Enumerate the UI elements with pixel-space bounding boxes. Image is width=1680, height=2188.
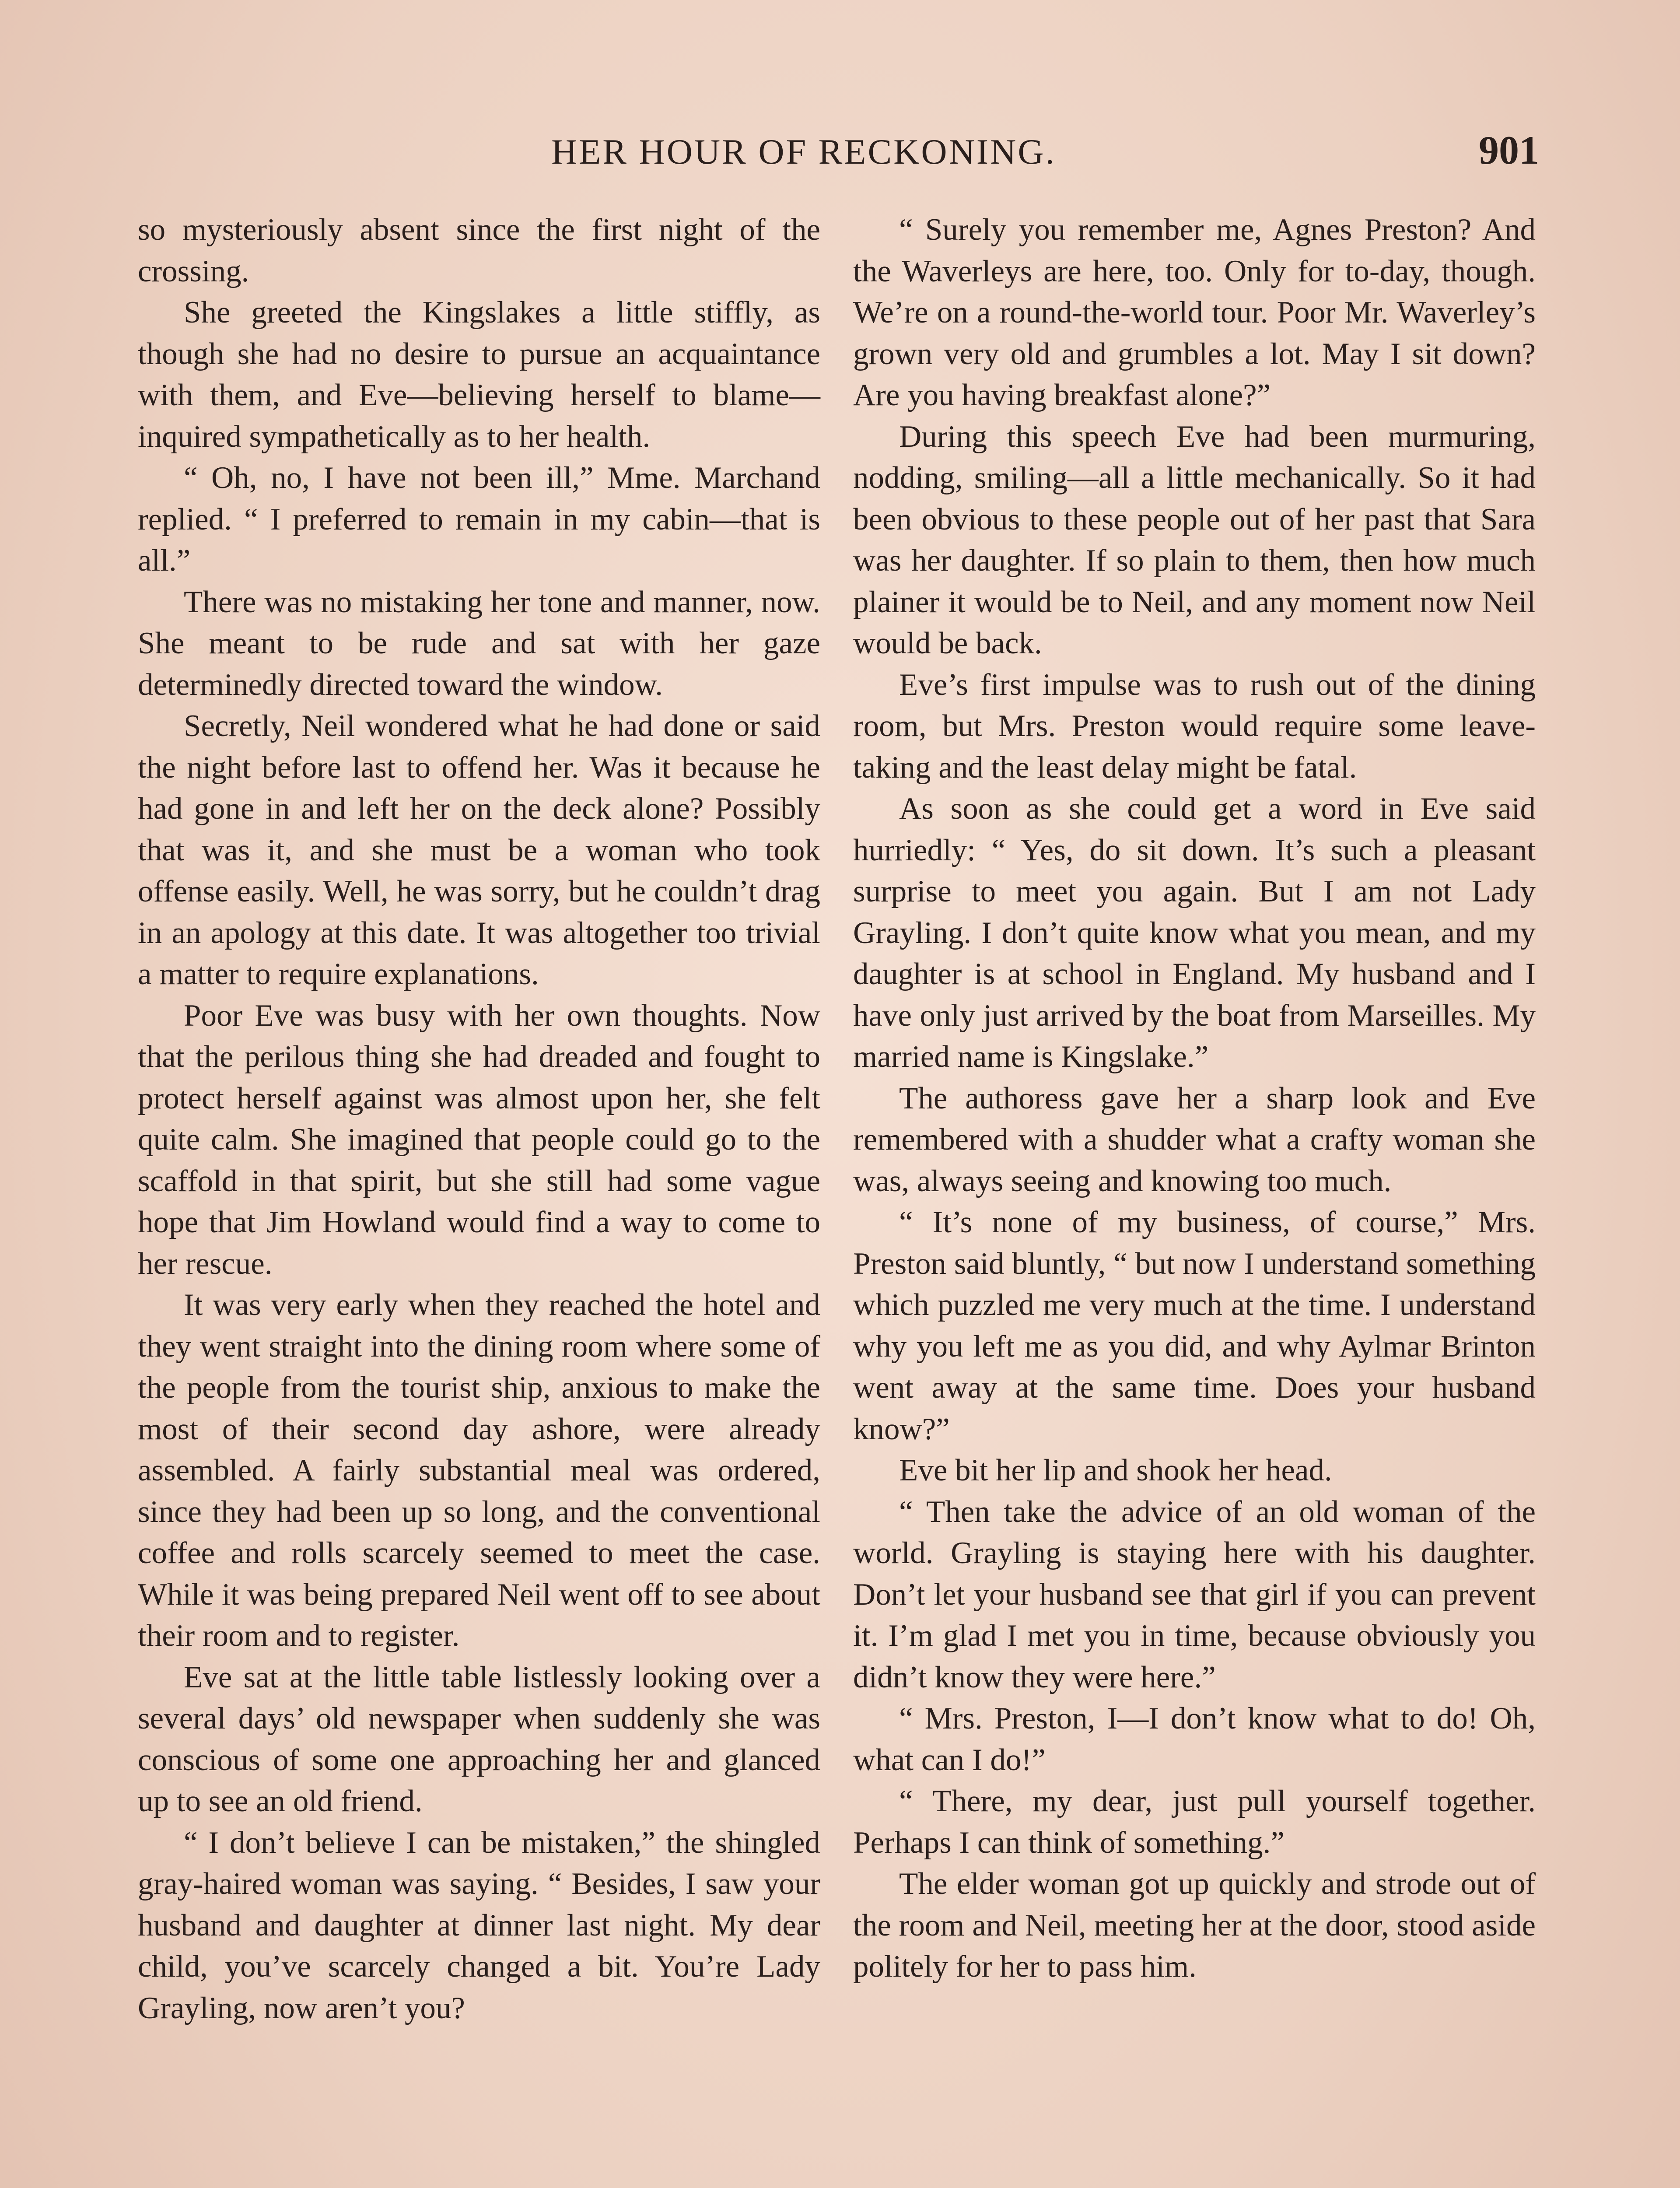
paragraph: “ Then take the advice of an old woman of the world. Grayling is staying here with his daughter. Don’t let your husband see that girl if you can prevent it. I’m glad I met you in time, because obviously you didn’t know they were here.”	[853, 1494, 1536, 1694]
paragraph: “ Oh, no, I have not been ill,” Mme. Marchand replied. “ I preferred to remain in my cabin—that is all.”	[138, 461, 820, 578]
paragraph: “ Mrs. Preston, I—I don’t know what to do! Oh, what can I do!”	[853, 1701, 1536, 1777]
right-column	[853, 209, 1536, 1988]
paragraph: Eve bit her lip and shook her head.	[899, 1453, 1332, 1487]
running-title: HER HOUR OF RECKONING.	[551, 132, 1057, 172]
paragraph: so mysteriously absent since the first night of the crossing.	[138, 213, 820, 288]
paragraph: “ I don’t believe I can be mistaken,” the shingled gray-haired woman was saying. “ Besides, I saw your husband and daughter at dinner last night. My dear child, you’ve scarcely changed a bit. You’re Lady Grayling, now aren’t you?	[138, 1825, 820, 2025]
paragraph: During this speech Eve had been murmuring, nodding, smiling—all a little mechanically. So it had been obvious to these people out of her past that Sara was her daughter. If so plain to them, then how much plainer it would be to Neil, and any moment now Neil would be back.	[853, 419, 1536, 660]
page-number: 901	[1479, 128, 1539, 172]
paragraph: There was no mistaking her tone and manner, now. She meant to be rude and sat with her gaze determinedly directed toward the window.	[138, 585, 820, 702]
paragraph: Poor Eve was busy with her own thoughts. Now that the perilous thing she had dreaded and fought to protect herself against was almost upon her, she felt quite calm. She imagined that people could go to the scaffold in that spirit, but she still had some vague hope that Jim Howland would find a way to come to her rescue.	[138, 998, 820, 1281]
paragraph: “ There, my dear, just pull yourself together. Perhaps I can think of something.”	[853, 1784, 1536, 1860]
paragraph: “ Surely you remember me, Agnes Preston? And the Waverleys are here, too. Only for to-day, though. We’re on a round-the-world tour. Poor Mr. Waverley’s grown very old and grumbles a lot. May I sit down? Are you having breakfast alone?”	[853, 213, 1536, 412]
paragraph: Eve sat at the little table listlessly looking over a several days’ old newspaper when suddenly she was conscious of some one approaching her and glanced up to see an old friend.	[138, 1660, 820, 1818]
paragraph: “ It’s none of my business, of course,” Mrs. Preston said bluntly, “ but now I understand something which puzzled me very much at the time. I understand why you left me as you did, and why Aylmar Brinton went away at the same time. Does your husband know?”	[853, 1205, 1536, 1446]
left-column	[138, 209, 820, 2029]
paragraph: She greeted the Kingslakes a little stiffly, as though she had no desire to pursue an acquaintance with them, and Eve—believing herself to blame—inquired sympathetically as to her health.	[138, 295, 820, 454]
paragraph: The elder woman got up quickly and strode out of the room and Neil, meeting her at the door, stood aside politely for her to pass him.	[853, 1867, 1536, 1984]
paragraph: Secretly, Neil wondered what he had done or said the night before last to offend her. Was it because he had gone in and left her on the deck alone? Possibly that was it, and she must be a woman who took offense easily. Well, he was sorry, but he couldn’t drag in an apology at this date. It was altogether too trivial a matter to require explanations.	[138, 709, 820, 991]
paragraph: The authoress gave her a sharp look and Eve remembered with a shudder what a crafty woman she was, always seeing and knowing too much.	[853, 1081, 1536, 1198]
paragraph: It was very early when they reached the hotel and they went straight into the dining room where some of the people from the tourist ship, anxious to make the most of their second day ashore, were already assembled. A fairly substantial meal was ordered, since they had been up so long, and the conventional coffee and rolls scarcely seemed to meet the case. While it was being prepared Neil went off to see about their room and to register.	[138, 1288, 820, 1653]
paragraph: Eve’s first impulse was to rush out of the dining room, but Mrs. Preston would require some leave-taking and the least delay might be fatal.	[853, 667, 1536, 785]
paragraph: As soon as she could get a word in Eve said hurriedly: “ Yes, do sit down. It’s such a pleasant surprise to meet you again. But I am not Lady Grayling. I don’t quite know what you mean, and my daughter is at school in England. My husband and I have only just arrived by the boat from Marseilles. My married name is Kingslake.”	[853, 792, 1536, 1074]
